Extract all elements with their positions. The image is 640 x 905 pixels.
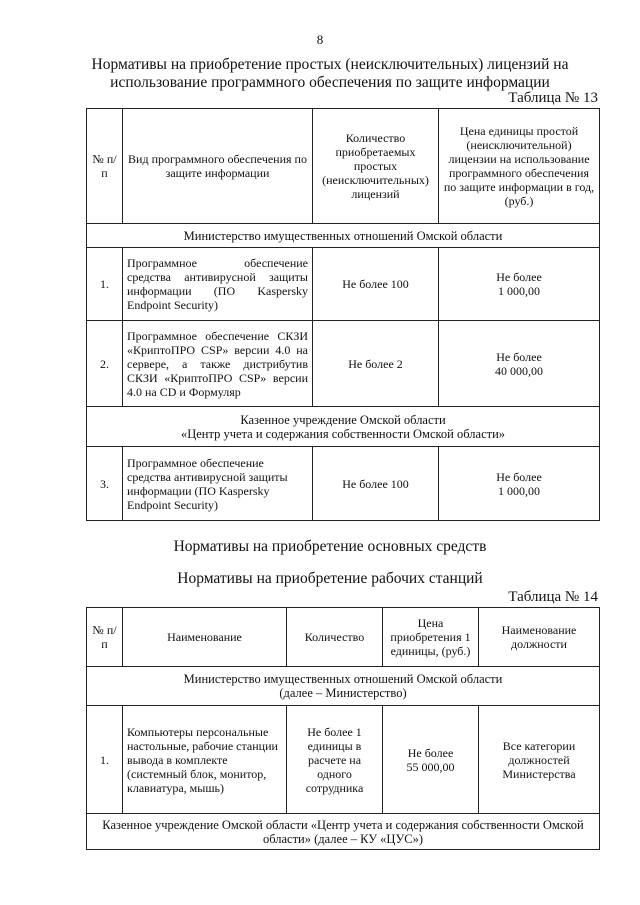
header-num: № п/п <box>87 608 123 667</box>
row-price <box>383 706 479 814</box>
row-price <box>439 321 600 407</box>
row-price <box>439 248 600 321</box>
row-software: Программное обеспечение СКЗИ «КриптоПРО CSP» версии 4.0 на сервере, а также дистрибутив СКЗИ «КриптоПРО CSP» версии 4.0 на CD и Формуляр <box>123 321 313 407</box>
row-price-line2: 1 000,00 <box>498 284 540 298</box>
table14-group-row <box>87 667 600 706</box>
table14-label: Таблица № 14 <box>508 589 598 605</box>
row-price <box>439 447 600 521</box>
table13-group-row <box>87 224 600 248</box>
table-row <box>87 321 600 407</box>
row-price-line1: Не более <box>496 469 542 484</box>
table13-header-row <box>87 109 600 224</box>
table13-group-row <box>87 407 600 447</box>
table-row <box>87 447 600 521</box>
group-ministry <box>87 667 600 706</box>
row-quantity: Не более 2 <box>313 321 439 407</box>
table13-label: Таблица № 13 <box>508 90 598 106</box>
section2-title: Нормативы на приобретение основных средств <box>173 538 487 555</box>
row-software: Программное обеспечение средства антивирусной защиты информации (ПО Kaspersky Endpoint Security) <box>123 447 313 521</box>
group-institution-line2: «Центр учета и содержания собственности Омской области» <box>180 426 506 441</box>
group-institution <box>87 407 600 447</box>
row-num: 2. <box>87 321 123 407</box>
row-price-line1: Не более <box>407 745 454 760</box>
row-num: 1. <box>87 706 123 814</box>
table-14 <box>86 607 600 850</box>
header-software: Вид программного обеспечения по защите информации <box>123 109 313 224</box>
page-number: 8 <box>316 32 324 47</box>
row-num: 1. <box>87 248 123 321</box>
table14-header-row <box>87 608 600 667</box>
table-row <box>87 706 600 814</box>
row-name: Компьютеры персональные настольные, рабочие станции вывода в комплекте (системный блок, монитор, клавиатура, мышь) <box>123 706 287 814</box>
header-price: Цена единицы простой (неисключительной) лицензии на использование программного обеспечения по защите информации в год, (руб.) <box>439 109 600 224</box>
table-13 <box>86 108 600 521</box>
header-price: Цена приобретения 1 единицы, (руб.) <box>383 608 479 667</box>
header-num: № п/п <box>87 109 123 224</box>
row-price-line1: Не более <box>496 349 542 364</box>
row-quantity: Не более 100 <box>313 447 439 521</box>
header-position: Наименование должности <box>479 608 600 667</box>
row-price-line2: 55 000,00 <box>406 759 455 774</box>
header-quantity: Количество <box>287 608 383 667</box>
row-price-line2: 40 000,00 <box>495 363 543 378</box>
section1-title-line1: Нормативы на приобретение простых (неисключительных) лицензий на <box>91 56 569 73</box>
row-quantity: Не более 1 единицы в расчете на одного сотрудника <box>287 706 383 814</box>
row-position: Все категории должностей Министерства <box>479 706 600 814</box>
row-price-line2: 1 000,00 <box>498 483 540 498</box>
group-institution-line1: Казенное учреждение Омской области <box>240 412 446 427</box>
row-num: 3. <box>87 447 123 521</box>
table14-group-row <box>87 814 600 850</box>
group-institution: Казенное учреждение Омской области «Центр учета и содержания собственности Омской области» (далее – КУ «ЦУС») <box>87 814 600 850</box>
group-ministry-line2: (далее – Министерство) <box>279 686 407 700</box>
table-row <box>87 248 600 321</box>
header-name: Наименование <box>123 608 287 667</box>
group-ministry: Министерство имущественных отношений Омской области <box>87 224 600 248</box>
header-quantity: Количество приобретаемых простых (неисключительных) лицензий <box>313 109 439 224</box>
section3-title: Нормативы на приобретение рабочих станций <box>177 570 483 587</box>
row-quantity: Не более 100 <box>313 248 439 321</box>
section1-title-line2: использование программного обеспечения по защите информации <box>110 74 550 91</box>
row-software: Программное обеспечение средства антивирусной защиты информации (ПО Kaspersky Endpoint Security) <box>123 248 313 321</box>
group-ministry-line1: Министерство имущественных отношений Омской области <box>183 672 503 686</box>
section1-title <box>60 56 600 92</box>
row-price-line1: Не более <box>496 270 542 284</box>
